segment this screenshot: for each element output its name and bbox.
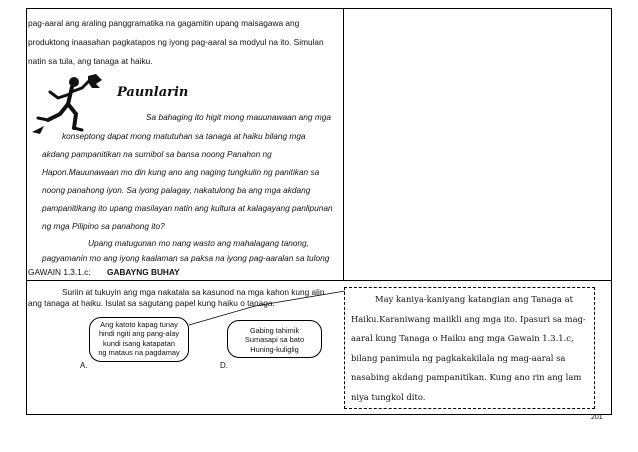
poem-a-line-2: hindi ngiti ang pang-alay bbox=[98, 329, 180, 339]
gawain-instruction-2: ang tanaga at haiku. Isulat sa sagutang papel kung haiku o tanaga. bbox=[28, 298, 275, 308]
poem-a-line-3: kundi isang katapatan bbox=[103, 338, 175, 348]
note-line-3: aaral kung Tanaga o Haiku ang mga Gawain 1.3.1.c, bbox=[351, 333, 574, 343]
poem-box-a bbox=[89, 317, 189, 362]
intro-line-1: pag-aaral ang araling panggramatika na gagamitin upang maisagawa ang bbox=[28, 18, 300, 28]
note-line-1: May kaniya-kaniyang katangian ang Tanaga at bbox=[375, 294, 573, 304]
paunlarin-p2-line-1: Upang matugunan mo nang wasto ang mahalagang tanong, bbox=[88, 238, 309, 248]
poem-a-line-4: ng mataus na pagdamay bbox=[98, 347, 180, 357]
note-line-5: nasabing akdang pampanitikan. Kung ano rin ang lam bbox=[351, 372, 582, 382]
teacher-note-box bbox=[344, 287, 595, 409]
label-a: A. bbox=[80, 361, 88, 370]
poem-box-d bbox=[227, 320, 322, 358]
note-line-2: Haiku.Karaniwang maiikli ang mga ito. Ipasuri sa mag- bbox=[351, 313, 586, 324]
gawain-label: GAWAIN 1.3.1.c: bbox=[28, 267, 91, 277]
label-d: D. bbox=[220, 361, 228, 370]
paunlarin-line-3: akdang pampanitikan na sumibol sa bansa noong Panahon ng bbox=[42, 149, 272, 159]
paunlarin-line-2: konseptong dapat mong matutuhan sa tanaga at haiku bilang mga bbox=[62, 131, 306, 141]
section-title: Paunlarin bbox=[117, 85, 189, 100]
gawain-instruction-1: Suriin at tukuyin ang mga nakatala sa kasunod na mga kahon kung alin bbox=[62, 287, 325, 297]
note-line-4: bilang panimula ng pagkakakilala ng mag-aaral sa bbox=[351, 352, 566, 363]
paunlarin-line-4: Hapon.Mauunawaan mo din kung ano ang naging tungkulin ng panitikan sa bbox=[42, 167, 320, 177]
poem-a-line-1: Ang katoto kapag tunay bbox=[100, 320, 178, 329]
poem-d-line-2: Sumasapi sa bato bbox=[244, 335, 305, 345]
page-number: 201 bbox=[591, 414, 603, 421]
paunlarin-line-7: ng mga Pilipino sa panahong ito? bbox=[42, 221, 165, 231]
note-line-6: niya tungkol dito. bbox=[351, 391, 426, 402]
intro-line-3: natin sa tula, ang tanaga at haiku. bbox=[28, 56, 153, 66]
paunlarin-line-1: Sa bahaging ito higit mong mauunawaan ang mga bbox=[146, 112, 331, 122]
gawain-title: GABAYNG BUHAY bbox=[107, 267, 180, 277]
poem-d-line-1: Gabing tahimik bbox=[249, 326, 300, 335]
paunlarin-line-6: pampanitikang ito upang masilayan natin ang kultura at kalagayang panlipunan bbox=[42, 203, 333, 213]
paunlarin-p2-line-2: pagyamanin mo ang iyong kaalaman sa paksa na iyong pag-aaralan sa tulong bbox=[42, 253, 330, 263]
paunlarin-line-5: noong panahong iyon. Sa iyong palagay, nakatulong ba ang mga akdang bbox=[42, 185, 311, 195]
intro-line-2: produktong inaasahan pagkatapos ng iyong pag-aaral sa modyul na ito. Simulan bbox=[28, 37, 324, 47]
poem-d-line-3: Huning-kuliglig bbox=[250, 344, 299, 354]
